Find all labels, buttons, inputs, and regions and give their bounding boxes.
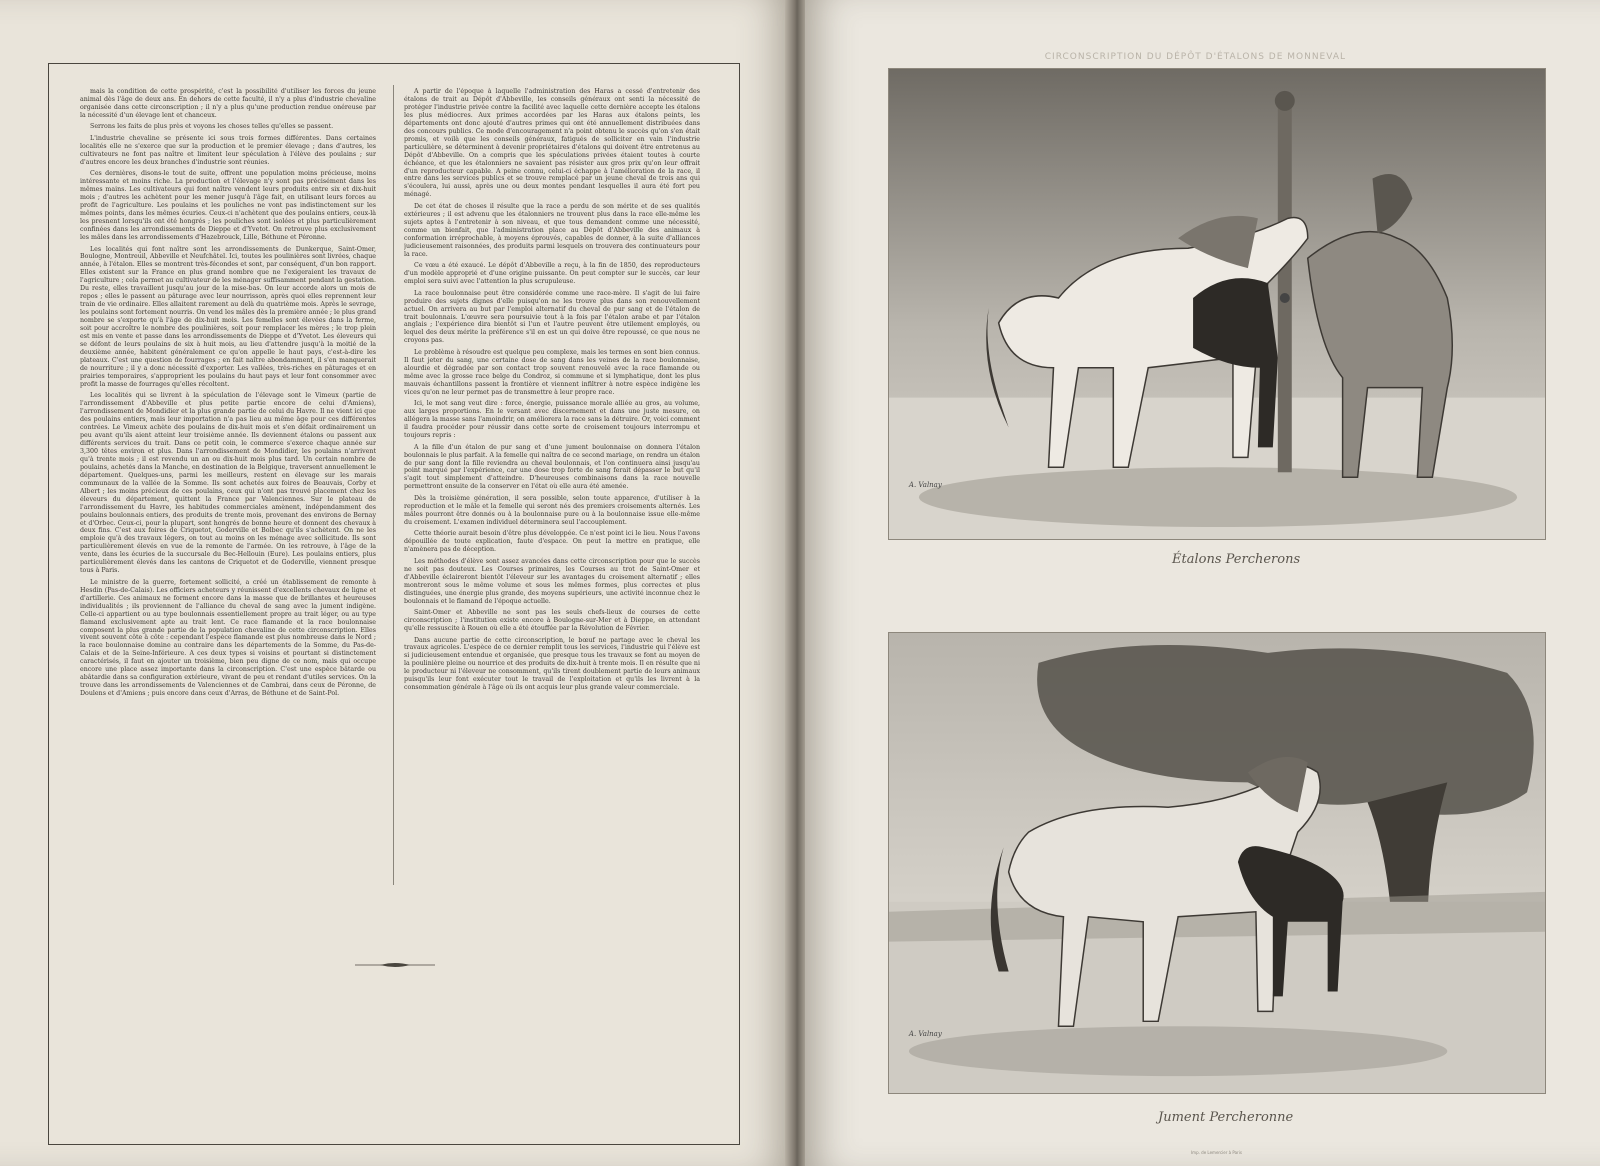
plate-stallions [888, 68, 1546, 540]
printer-line: Imp. de Lemercier à Paris [1191, 1150, 1242, 1155]
paragraph: Dans aucune partie de cette circonscription, le bœuf ne partage avec le cheval les travaux agricoles. L'espèce de ce dernier remplit tous les services, l'industrie qui l'élève est si judicieusement entendue et organisée, que presque tous les travaux se font au moyen de la poulinière pleine ou nourrice et des produits de dix-huit à trente mois. Il en résulte que ni le producteur ni l'éleveur ne consomment, qu'ils tirent doublement partie de leurs animaux puisqu'ils leur font exécuter tout le travail de l'exploitation et qu'ils les livrent à la consommation générale à l'âge où ils ont acquis leur plus grande valeur commerciale. [404, 636, 700, 692]
book-gutter [785, 0, 807, 1166]
text-column-1 [80, 88, 376, 900]
column-divider [393, 85, 394, 885]
paragraph: L'industrie chevaline se présente ici sous trois formes différentes. Dans certaines localités elle ne s'exerce que sur la production et le premier élevage ; dans d'autres, les cultivateurs ne font pas naître et limitent leur spéculation à l'élève des poulains ; sur d'autres encore les deux branches d'industrie sont réunies. [80, 134, 376, 166]
paragraph: Serrons les faits de plus près et voyons les choses telles qu'elles se passent. [90, 123, 334, 131]
end-ornament [355, 960, 435, 970]
paragraph: Le ministre de la guerre, fortement sollicité, a créé un établissement de remonte à Hesdin (Pas-de-Calais). Les officiers acheteurs y réunissent d'excellents chevaux de ligne et d'artillerie. Ces animaux ne forment encore dans la masse que de brillantes et heureuses individualités ; ils proviennent de l'alliance du cheval de sang avec la jument indigène. Celle-ci appartient ou au type boulonnais essentiellement propre au trait léger, ou au type flamand exclusivement apte au trait lent. Ce race flamande et la race boulonnaise composent la plus grande partie de la population chevaline de cette circonscription. Elles vivent souvent côte à côte : cependant l'espèce flamande est plus nombreuse dans le Nord ; la race boulonnaise domine au contraire dans les départements de la Somme, du Pas-de-Calais et de la Seine-Inférieure. A ces deux types si voisins et pourtant si distinctement caractérisés, il faut en ajouter un troisième, bien peu digne de ce nom, mais qui occupe encore une place assez importante dans la circonscription. C'est une espèce bâtarde ou abâtardie dans sa configuration extérieure, vivant de peu et rendant d'utiles services. On la trouve dans les arrondissements de Valenciennes et de Cambrai, dans ceux de Péronne, de Doulens et d'Amiens ; puis encore dans ceux d'Arras, de Béthune et de Saint-Pol. [80, 578, 376, 698]
paragraph: Saint-Omer et Abbeville ne sont pas les seuls chefs-lieux de courses de cette circonscription ; l'institution existe encore à Boulogne-sur-Mer et à Dieppe, en attendant qu'elle ressuscite à Rouen où elle a été étouffée par la Révolution de Février. [404, 609, 700, 632]
paragraph: Ces dernières, disons-le tout de suite, offrent une population moins précieuse, moins intéressante et moins riche. La production et l'élevage n'y sont pas précisément dans les mêmes mains. Les cultivateurs qui font naître vendent leurs produits entre six et dix-huit mois ; d'autres les achètent pour les mener jusqu'à l'âge fait, en utilisant leurs forces au profit de l'agriculture. Les poulains et les pouliches ne vont pas indistinctement sur les mêmes points, dans les mêmes écuries. Ceux-ci n'achètent que des poulains entiers, ceux-là les presnent lorsqu'ils ont été hongrés ; les pouliches sont isolées et plus particulièrement confinées dans les arrondissements de Dieppe et d'Yvetot. On retrouve plus exclusivement les mâles dans les arrondissements d'Hazebrouck, Lille, Béthune et Péronne. [80, 170, 376, 241]
paragraph: De cet état de choses il résulte que la race a perdu de son mérite et de ses qualités extérieures ; il est advenu que les étalonniers ne trouvent plus dans la race elle-même les sujets aptes à l'entretenir à son niveau, et que tous demandent comme une nécessité, comme un bienfait, que l'administration place au Dépôt d'Abbeville des animaux à conformation irréprochable, à moyens éprouvés, capables de donner, à la suite d'alliances judicieusement raisonnées, des produits parmi lesquels on trouvera des continuateurs pour la race. [404, 202, 700, 258]
stallions-illustration [889, 69, 1545, 539]
paragraph: Le problème à résoudre est quelque peu complexe, mais les termes en sont bien connus. Il faut jeter du sang, une certaine dose de sang dans les veines de la race boulonnaise, alourdie et dégradée par son contact trop souvent renouvelé avec la race flamande ou même avec la grosse race belge du Condroz, si commune et si lymphatique, dont les plus mauvais échantillons passent la frontière et viennent infiltrer à notre espèce indigène les vices qu'on ne leur permet pas de transmettre à leur propre race. [404, 348, 700, 396]
plate-2-caption: Jument Percheronne [1158, 1110, 1294, 1125]
text-column-2 [404, 88, 700, 900]
paragraph: Ce vœu a été exaucé. Le dépôt d'Abbeville a reçu, à la fin de 1850, des reproducteurs d'un modèle approprié et d'une origine puissante. On peut compter sur le succès, car leur emploi sera suivi avec l'attention la plus scrupuleuse. [404, 262, 700, 286]
paragraph: Cette théorie aurait besoin d'être plus développée. Ce n'est point ici le lieu. Nous l'avons dépouillée de toute explication, faute d'espace. On peut la mettre en pratique, elle n'amènera pas de déception. [404, 530, 700, 554]
paragraph: mais la condition de cette prospérité, c'est la possibilité d'utiliser les forces du jeune animal dès l'âge de deux ans. En dehors de cette faculté, il n'y a plus d'industrie chevaline organisée dans cette circonscription ; il n'y a plus qu'une production rendue onéreuse par la nécessité d'un élevage lent et chanceux. [80, 88, 376, 119]
plate-1-caption: Étalons Percherons [1172, 552, 1301, 567]
paragraph: A la fille d'un étalon de pur sang et d'une jument boulonnaise on donnera l'étalon boulonnais le plus parfait. A la femelle qui naîtra de ce second mariage, on rendra un étalon de pur sang dont la fille reviendra au cheval boulonnais, et l'on continuera ainsi jusqu'au point marqué par l'expérience, car une dose trop forte de sang ferait dépasser le but qu'il s'agit tout simplement d'atteindre. D'heureuses combinaisons dans la race nouvelle permettront ensuite de la conserver en l'état où elle aura été amenée. [404, 443, 700, 491]
running-head: CIRCONSCRIPTION DU DÉPÔT D'ÉTALONS DE MONNEVAL [1044, 52, 1346, 62]
paragraph: Les localités qui font naître sont les arrondissements de Dunkerque, Saint-Omer, Boulogne, Montreuil, Abbeville et Neufchâtel. Ici, toutes les poulinières sont livrées, chaque année, à l'étalon. Elles se montrent très-fécondes et sont, par conséquent, d'un bon rapport. Elles existent sur la France en plus grand nombre que ne l'exigeraient les travaux de l'agriculture ; cela permet au cultivateur de les ménager suffisamment pendant la gestation. Du reste, elles travaillent jusqu'au jour de la mise-bas. On leur accorde alors un mois de repos ; elles le passent au pâturage avec leur nourrisson, après quoi elles reprennent leur train de vie ordinaire. Elles allaitent rarement au delà du quatrième mois. Après le sevrage, les poulains sont fortement nourris. On vend les mâles dès la première année ; le plus grand nombre se s'exporte qu'à l'âge de dix-huit mois. Les femelles sont élevées dans la ferme, soit pour accroître le nombre des poulinières, soit pour remplacer les mères ; le trop plein est mis en vente et passe dans les arrondissements de Dieppe et d'Yvetot. Les éleveurs qui se défont de leurs poulains de six à huit mois, au lieu d'attendre jusqu'à la moitié de la deuxième année, habitent généralement ce qu'on appelle le haut pays, c'est-à-dire les plateaux. C'est une question de fourrages ; en fait naître abondamment, il s'en manquerait de nourriture ; il y a donc nécessité d'exporter. Les vallées, très-riches en pâturages et en prairies temporaires, s'approprient les poulains du haut pays et leur font consommer avec profit la masse de fourrages qu'elles récoltent. [80, 245, 376, 388]
plate-mare [888, 632, 1546, 1094]
mare-illustration [889, 633, 1545, 1093]
paragraph: Ici, le mot sang veut dire : force, énergie, puissance morale alliée au gros, au volume, aux larges proportions. En le versant avec discernement et dans une juste mesure, on allégera la masse sans l'amoindrir, on améliorera la race sans la détruire. Or, voici comment il faudra procéder pour réussir dans cette sorte de croisement toujours interrompu et toujours repris : [404, 400, 700, 440]
paragraph: Les méthodes d'élève sont assez avancées dans cette circonscription pour que le succès ne soit pas douteux. Les Courses primaires, les Courses au trot de Saint-Omer et d'Abbeville éclaireront bientôt l'éleveur sur les avantages du croisement alternatif ; elles montreront sous le même volume et sous les mêmes formes, plus correctes et plus distinguées, une énergie plus grande, des moyens supérieurs, une activité inconnue chez le boulonnais et le flamand de l'époque actuelle. [404, 557, 700, 605]
artist-signature-2: A. Valnay [908, 1030, 942, 1039]
paragraph: Dès la troisième génération, il sera possible, selon toute apparence, d'utiliser à la reproduction et le mâle et la femelle qui seront nés des premiers croisements alternés. Les mâles pourront être donnés ou à la boulonnaise pure ou à la boulonnaise issue elle-même du croisement. L'examen individuel déterminera seul l'accouplement. [404, 494, 700, 526]
paragraph: Les localités qui se livrent à la spéculation de l'élevage sont le Vimeux (partie de l'arrondissement d'Abbeville et plus petite partie encore de celui d'Amiens), l'arrondissement de Mondidier et la plus grande partie de celui du Havre. Il ne vient ici que des poulains entiers, mais leur importation n'a pas lieu au même âge pour ces différentes contrées. Le Vimeux achète des poulains de dix-huit mois et s'en défait ordinairement un peu avant qu'ils aient atteint leur troisième année. Ils deviennent étalons ou passent aux différents services du trait. Dans ce petit coin, le commerce s'exerce chaque année sur 3,300 têtes environ et plus. Dans l'arrondissement de Mondidier, les poulains n'arrivent qu'à trente mois ; il est revendu un an ou dix-huit mois plus tard. Un certain nombre de poulains, achetés dans la Manche, en destination de la Belgique, traversent annuellement le département. Quelques-uns, parmi les meilleurs, restent en élevage sur les marais communaux de la vallée de la Somme. Ils sont achetés aux foires de Beauvais, Corby et Albert ; les moins précieux de ces poulains, ceux qui n'ont pas trouvé placement chez les éleveurs du département, quittent la France par Valenciennes. Sur le plateau de l'arrondissement du Havre, les habitudes commerciales amènent, indépendamment des poulains boulonnais entiers, des produits de trente mois, provenant des environs de Bernay et d'Orbec. Ceux-ci, pour la plupart, sont hongrés de bonne heure et donnent des chevaux à deux fins. C'est aux foires de Criquetot, Goderville et Bolbec qu'ils s'achètent. On ne les emploie qu'à des travaux légers, on tout au moins on les ménage avec sollicitude. Ils sont particulièrement élevés en vue de la remonte de l'armée. On les retrouve, à l'âge de la vente, dans les écuries de la succursale du Bec-Hellouin (Eure). Les poulains entiers, plus particulièrement élevés dans les cantons de Criquetot et de Goderville, viennent presque tous à Paris. [80, 392, 376, 575]
paragraph: La race boulonnaise peut être considérée comme une race-mère. Il s'agit de lui faire produire des sujets dignes d'elle puisqu'on ne les trouve plus dans son renouvellement actuel. On arrivera au but par l'emploi alternatif du cheval de pur sang et de l'étalon de trait boulonnais. L'œuvre sera poursuivie tout à la fois par l'étalon arabe et par l'étalon anglais ; l'expérience dira bientôt si l'un et l'autre peuvent être utilement employés, ou lequel des deux mérite la préférence s'il en est un qui doive être repoussé, ce que nous ne croyons pas. [404, 289, 700, 345]
artist-signature-1: A. Valnay [908, 481, 942, 490]
paragraph: A partir de l'époque à laquelle l'administration des Haras a cessé d'entretenir des étalons de trait au Dépôt d'Abbeville, les conseils généraux ont senti la nécessité de protéger l'industrie privée contre la facilité avec laquelle cette dernière accepte les étalons les plus médiocres. Aux primes accordées par les Haras aux étalons peints, les départements ont donc ajouté d'autres primes qui ont été annuellement distribuées dans des concours publics. Ce mode d'encouragement n'a point obtenu le succès qu'on s'en était promis, et voilà que les conseils généraux, fatigués de solliciter en vain l'industrie particulière, se déterminent à devenir propriétaires d'étalons qui doivent être entretenus au Dépôt d'Abbeville. On a compris que les spéculations privées étaient toutes à courte échéance, et que les étalonniers ne savaient pas résister aux gros prix qu'on leur offrait d'un reproducteur capable. A peine connu, celui-ci échappe à l'amélioration de la race, il entre dans les services publics et se trouve remplacé par un jeune cheval de trois ans qui s'écoulera, lui aussi, après une ou deux montes pendant lesquelles il aura été fort peu ménagé. [404, 88, 700, 199]
